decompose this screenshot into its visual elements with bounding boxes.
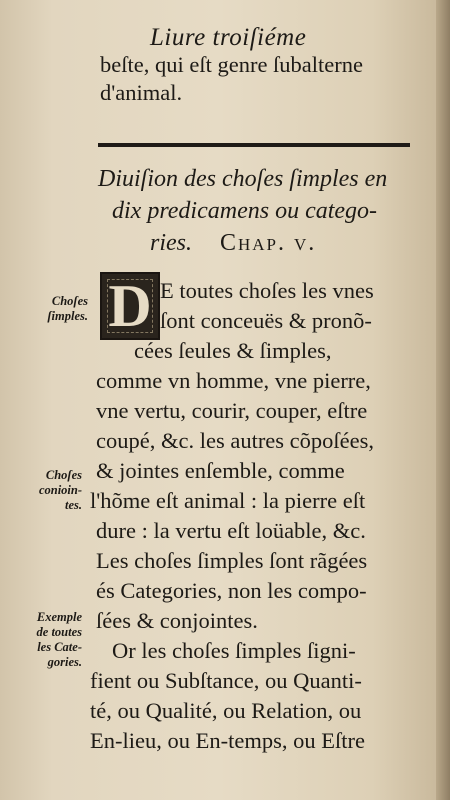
text-line: d'animal. xyxy=(100,80,183,105)
margin-note-exemple-categories: Exemple de toutes les Cate- gories. xyxy=(36,610,82,669)
text-line: ſont conceuës & pronõ- xyxy=(160,308,372,333)
chapter-number: Chap. v. xyxy=(220,230,317,256)
text-line: comme vn homme, vne pierre, xyxy=(96,368,371,393)
text-line: Or les choſes ſimples ſigni- xyxy=(112,638,356,663)
chapter-heading-line: Diuiſion des choſes ſimples en xyxy=(98,166,388,192)
text-line: E toutes choſes les vnes xyxy=(160,278,374,303)
margin-note-choses-simples: Choſes ſimples. xyxy=(47,294,88,323)
text-line: & jointes enſemble, comme xyxy=(96,458,345,483)
text-line: té, ou Qualité, ou Relation, ou xyxy=(90,698,362,723)
running-head: Liure troiſiéme xyxy=(150,24,307,51)
text-line: ſées & conjointes. xyxy=(96,608,258,633)
text-line: és Categories, non les compo- xyxy=(96,578,367,603)
text-line: vne vertu, courir, couper, eſtre xyxy=(96,398,368,423)
chapter-heading-line xyxy=(150,230,316,257)
chapter-heading-line: dix predicamens ou catego- xyxy=(112,198,378,224)
section-rule xyxy=(98,143,410,147)
text-line: beſte, qui eſt genre ſubalterne xyxy=(100,52,364,77)
text-line: Les choſes ſimples ſont rãgées xyxy=(96,548,368,573)
chapter-heading-end: ries. xyxy=(150,230,192,256)
text-line: cées ſeules & ſimples, xyxy=(134,338,332,363)
text-line: l'hõme eſt animal : la pierre eſt xyxy=(90,488,366,513)
text-line: En-lieu, ou En-temps, ou Eſtre xyxy=(90,728,365,753)
drop-cap-letter: D xyxy=(108,273,152,339)
drop-cap-initial xyxy=(100,272,160,340)
margin-note-choses-conjointes: Choſes conioin- tes. xyxy=(38,468,82,512)
text-line: fient ou Subſtance, ou Quanti- xyxy=(90,668,362,693)
book-gutter xyxy=(436,0,450,800)
text-line: coupé, &c. les autres cõpoſées, xyxy=(96,428,375,453)
text-line: dure : la vertu eſt loüable, &c. xyxy=(96,518,366,543)
